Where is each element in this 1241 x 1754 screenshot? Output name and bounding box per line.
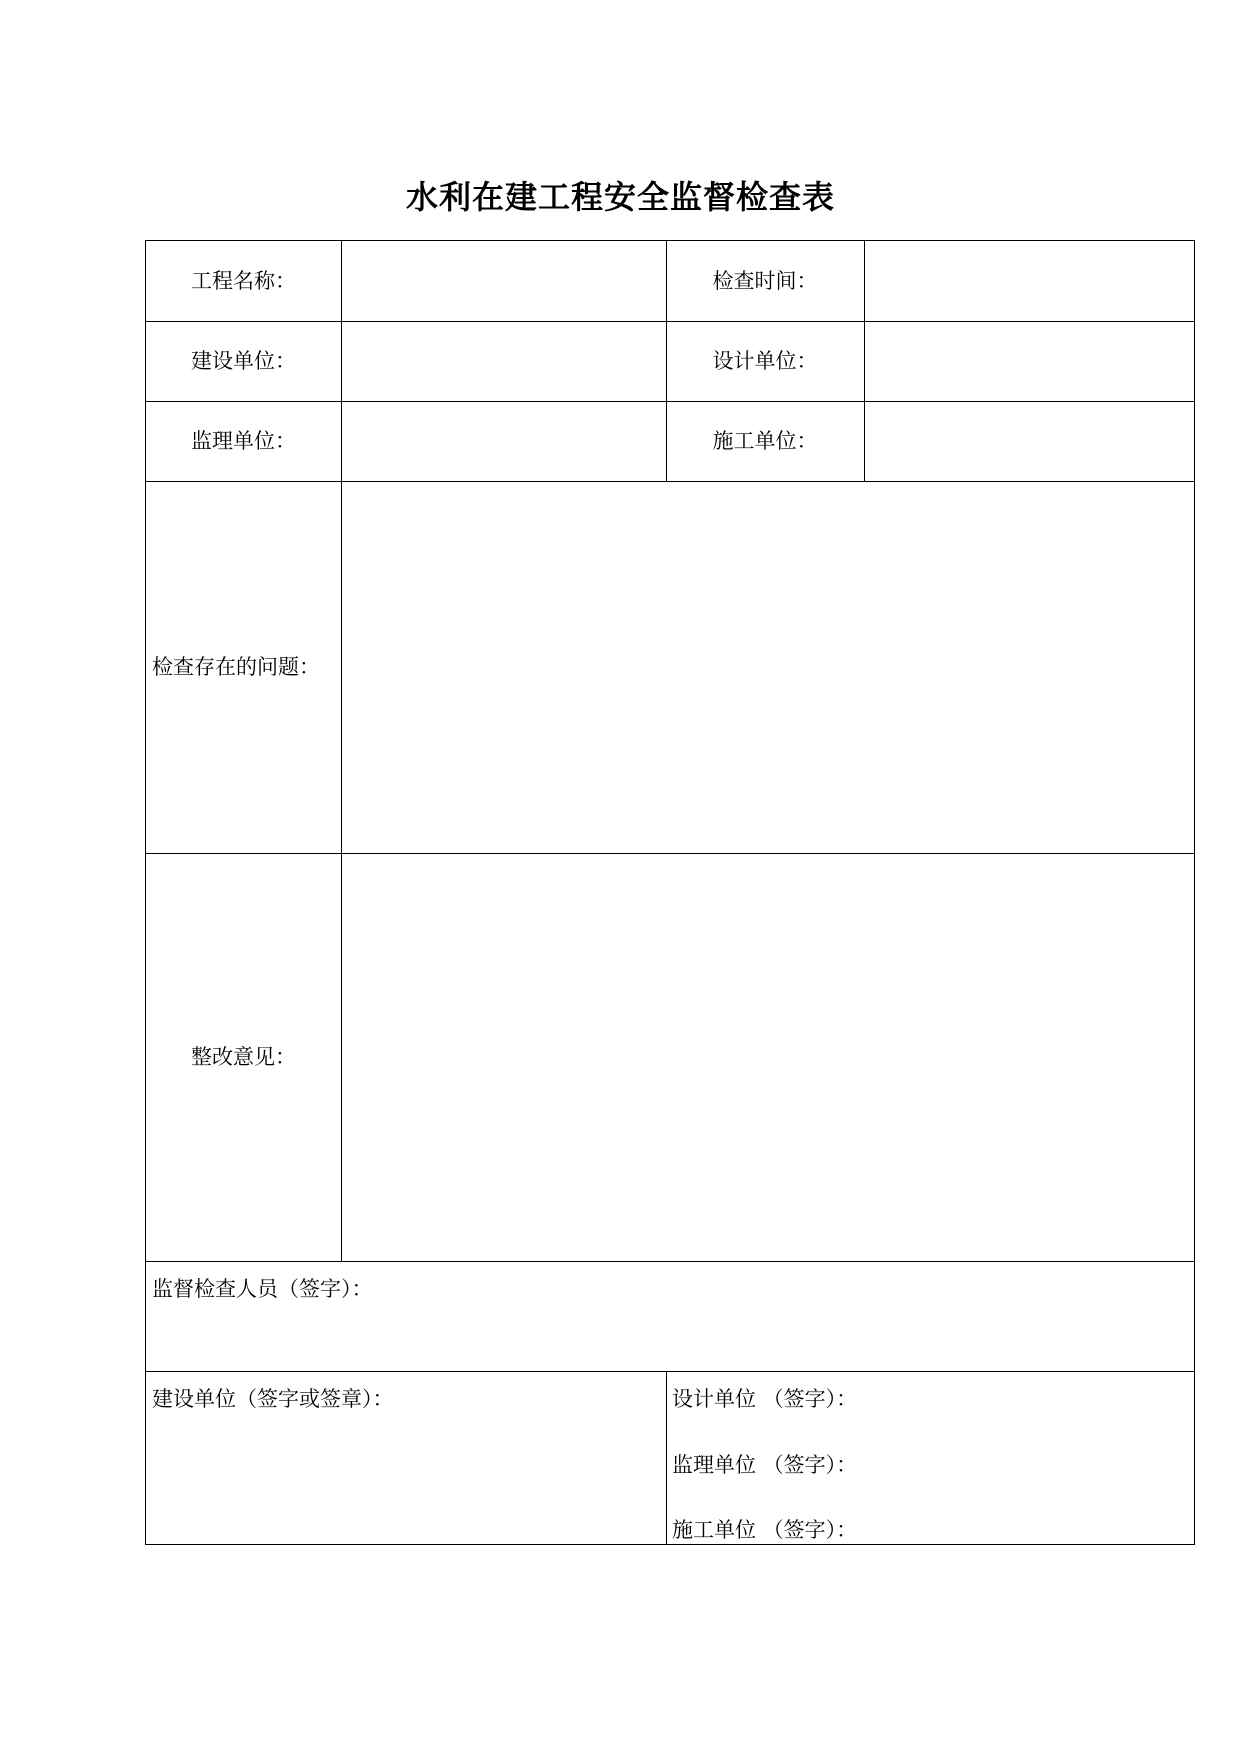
design-unit-field[interactable]	[864, 321, 1194, 401]
rectification-field[interactable]	[341, 853, 1194, 1261]
supervision-unit-label: 监理单位：	[191, 428, 296, 453]
construction-unit-field[interactable]	[341, 321, 666, 401]
rectification-label: 整改意见：	[191, 1044, 296, 1069]
project-name-field[interactable]	[341, 241, 666, 321]
project-name-label: 工程名称：	[191, 268, 296, 293]
inspection-time-label: 检查时间：	[712, 268, 818, 293]
builder-signature-label: 建设单位（签字或签章）：	[152, 1387, 394, 1411]
row-divider	[146, 1261, 1194, 1262]
unit-signatures-area[interactable]	[666, 1371, 1194, 1544]
problems-field[interactable]	[341, 481, 1194, 853]
form-title: 水利在建工程安全监督检查表	[405, 178, 835, 216]
inspection-time-field[interactable]	[864, 241, 1194, 321]
builder-signature-area[interactable]	[146, 1371, 666, 1544]
row-divider	[146, 401, 1194, 402]
column-divider	[864, 241, 865, 481]
inspector-signature-label: 监督检查人员（签字）：	[152, 1277, 373, 1301]
designer-signature-label: 设计单位 （签字）：	[672, 1387, 858, 1411]
contractor-signature-label: 施工单位 （签字）：	[672, 1518, 858, 1542]
design-unit-label: 设计单位：	[712, 348, 818, 373]
construction-unit-label: 建设单位：	[191, 348, 296, 373]
row-divider	[146, 321, 1194, 322]
contractor-unit-field[interactable]	[864, 401, 1194, 481]
supervisor-signature-label: 监理单位 （签字）：	[672, 1453, 858, 1477]
supervision-unit-field[interactable]	[341, 401, 666, 481]
row-divider	[146, 853, 1194, 854]
inspector-signature-area[interactable]	[146, 1261, 1194, 1371]
row-divider	[146, 1371, 1194, 1372]
problems-label: 检查存在的问题：	[152, 654, 320, 679]
inspection-form-table	[145, 240, 1195, 1545]
row-divider	[146, 481, 1194, 482]
column-divider	[666, 1371, 667, 1544]
contractor-unit-label: 施工单位：	[712, 428, 818, 453]
column-divider	[666, 241, 667, 481]
column-divider	[341, 241, 342, 1261]
